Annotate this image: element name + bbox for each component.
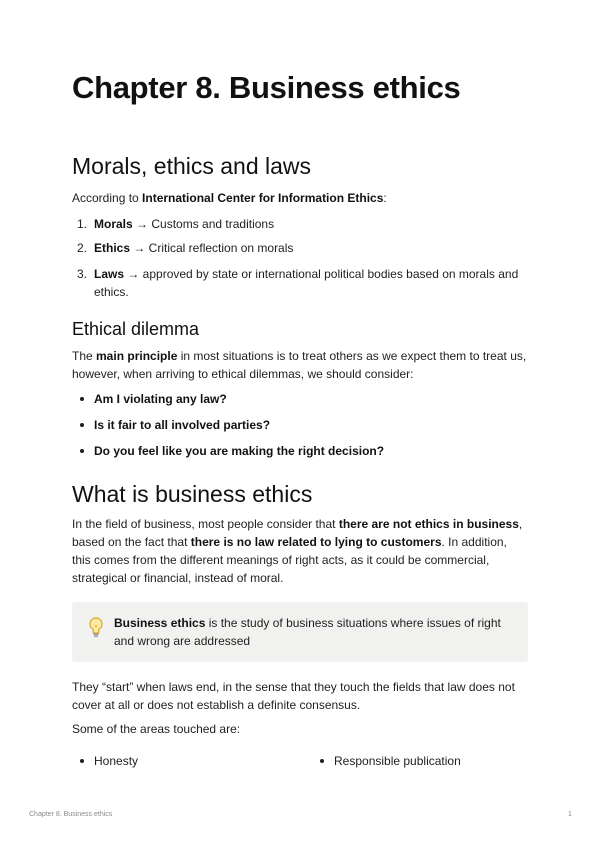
footer-page-number: 1 [568, 811, 572, 818]
para-prefix: The [72, 349, 97, 363]
area-text: Honesty [94, 754, 139, 768]
bullet-icon [80, 759, 84, 763]
bullet-text: Do you feel like you are making the right decision? [94, 444, 385, 458]
laws-end-paragraph: They “start” when laws end, in the sense that they touch the fields that law does not cover at all or does not establish a definite consensus. [72, 680, 515, 712]
bullet-icon [320, 759, 324, 763]
areas-intro: Some of the areas touched are: [72, 722, 241, 736]
desc-ethics: → Critical reflection on morals [130, 241, 294, 255]
area-text: Responsible publication [334, 754, 461, 768]
term-laws: Laws [94, 267, 125, 281]
bullet-text: Am I violating any law? [94, 392, 227, 406]
ethical-dilemma-paragraph [72, 347, 528, 383]
section-heading-morals: Morals, ethics and laws [72, 153, 312, 179]
desc-laws: → approved by state or international political bodies based on morals and ethics. [94, 267, 519, 299]
section-heading-business-ethics: What is business ethics [72, 481, 313, 507]
list-number: 1. [77, 217, 88, 231]
p1-text-c: , based on the fact that [72, 517, 523, 549]
intro-suffix: : [383, 191, 387, 205]
callout-term: Business ethics [114, 616, 206, 630]
page-title: Chapter 8. Business ethics [72, 70, 461, 105]
section-heading-ethical-dilemma: Ethical dilemma [72, 319, 200, 339]
business-ethics-paragraph [72, 515, 528, 587]
list-item-laws [72, 265, 528, 301]
p1-bold-no-law: there is no law related to lying to customers [190, 535, 442, 549]
list-number: 3. [77, 267, 88, 281]
term-morals: Morals [94, 217, 133, 231]
list-item-morals [72, 215, 528, 233]
term-ethics: Ethics [94, 241, 131, 255]
definition-callout [72, 602, 528, 662]
list-item-ethics [72, 239, 528, 257]
intro-prefix: According to [72, 191, 143, 205]
p1-text-a: In the field of business, most people consider that [72, 517, 339, 531]
para-bold-main-principle: main principle [96, 349, 178, 363]
intro-org-name: International Center for Information Ethics [142, 191, 384, 205]
bullet-icon [80, 423, 84, 427]
p1-bold-no-ethics: there are not ethics in business [338, 517, 519, 531]
section1-intro [72, 189, 528, 207]
para-suffix: in most situations is to treat others as we expect them to treat us, however, when arriving to ethical dilemmas, we should consider: [72, 349, 527, 381]
bullet-text: Is it fair to all involved parties? [94, 418, 271, 432]
bullet-icon [80, 397, 84, 401]
callout-text [114, 614, 514, 650]
desc-morals: → Customs and traditions [132, 217, 275, 231]
bullet-icon [80, 449, 84, 453]
p1-text-e: . In addition, this comes from the different meanings of right acts, as it could be commercial, strategical or financial, instead of moral. [72, 535, 507, 585]
callout-definition: is the study of business situations where issues of right and wrong are addressed [114, 616, 501, 648]
footer-chapter-title: Chapter 8. Business ethics [29, 811, 113, 818]
list-number: 2. [77, 241, 88, 255]
lightbulb-icon [88, 616, 104, 640]
